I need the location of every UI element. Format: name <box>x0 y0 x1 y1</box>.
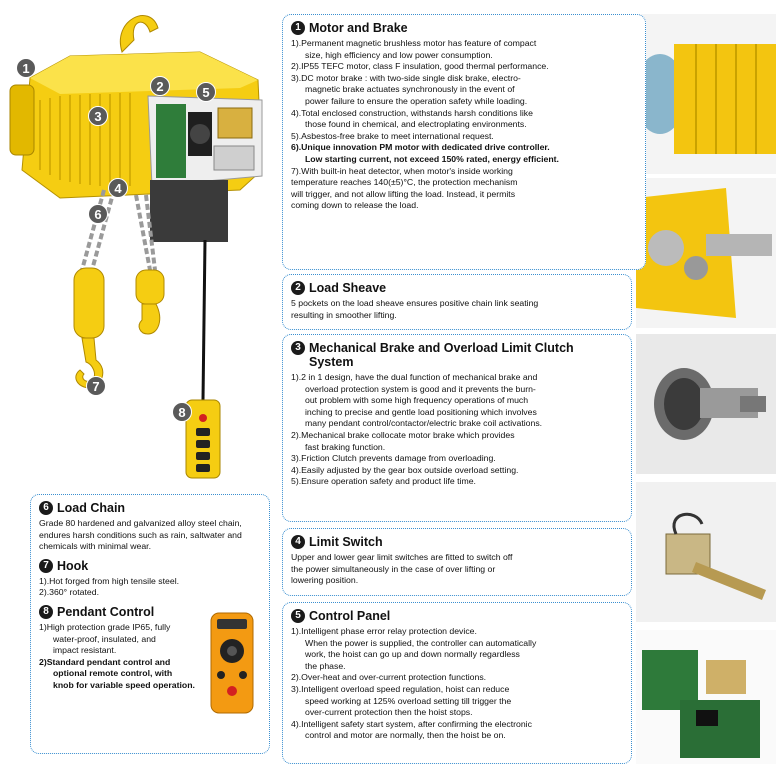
badge-7: 7 <box>39 559 53 573</box>
badge-1: 1 <box>291 21 305 35</box>
remote-control-photo <box>203 609 261 719</box>
motor-brake-title: 1 Motor and Brake <box>291 21 637 35</box>
hoist-drawing <box>0 0 280 490</box>
clutch-photo <box>636 334 776 474</box>
callout-5: 5 <box>196 82 216 102</box>
callout-8: 8 <box>172 402 192 422</box>
badge-6: 6 <box>39 501 53 515</box>
badge-3: 3 <box>291 341 305 355</box>
load-sheave-panel: 2 Load Sheave 5 pockets on the load sheave ensures positive chain link seating resulting in smoother lifting. <box>282 274 632 330</box>
limit-switch-photo <box>636 482 776 622</box>
limit-switch-title: 4 Limit Switch <box>291 535 623 549</box>
callout-3: 3 <box>88 106 108 126</box>
load-chain-title: 6 Load Chain <box>39 501 261 515</box>
limit-switch-panel: 4 Limit Switch Upper and lower gear limit switches are fitted to switch off the power simultaneously in the case of over lifting or lowering position. <box>282 528 632 596</box>
top-hook <box>120 16 158 52</box>
pendant-title: 8 Pendant Control <box>39 605 261 619</box>
motor-shaft-photo <box>636 178 776 328</box>
hook-block <box>74 268 104 338</box>
callout-1: 1 <box>16 58 36 78</box>
callout-7: 7 <box>86 376 106 396</box>
clutch-panel: 3 Mechanical Brake and Overload Limit Clutch System 1).2 in 1 design, have the dual function of mechanical brake and overload protection system is good and it prevents the burn- out problem with some high frequency operations of much inching to precise and gentle load positioning which involves many pendant control/contactor/electric brake coil activations. 2).Mechanical brake collocate motor brake which provides fast braking function. 3).Friction Clutch prevents damage from overloading. 4).Easily adjusted by the gear box outside overload setting. 5).Ensure operation safety and product life time. <box>282 334 632 522</box>
callout-4: 4 <box>108 178 128 198</box>
motor-cutaway-photo <box>636 14 776 174</box>
badge-2: 2 <box>291 281 305 295</box>
hoist-illustration <box>0 0 280 490</box>
load-sheave-title: 2 Load Sheave <box>291 281 623 295</box>
badge-8: 8 <box>39 605 53 619</box>
motor-brake-panel: 1 Motor and Brake 1).Permanent magnetic brushless motor has feature of compact size, high efficiency and low power consumption. 2).IP55 TEFC motor, class F insulation, good thermal performance. 3).DC motor brake : with two-side single disk brake, electro- magnetic brake actuates synchronously in the event of power failure to ensure the operation safety while loading. 4).Total enclosed construction, withstands harsh conditions like those found in chemical, and electroplating environments. 5).Asbestos-free brake to meet international request. 6).Unique innovation PM motor with dedicated drive controller. Low starting current, not exceed 150% rated, energy efficient. 7).With built-in heat detector, when motor's inside working temperature reaches 140(±5)°C, the protection mechanism will trigger, and not allow lifting the load. Instead, it permits coming down to release the load. <box>282 14 646 270</box>
hook-title: 7 Hook <box>39 559 261 573</box>
chain-hook-pendant-panel: 6 Load Chain Grade 80 hardened and galvanized alloy steel chain, endures harsh conditions such as rain, saltwater and chemicals with minimal wear. 7 Hook 1).Hot forged from high tensile steel. 2).360° rotated. 8 Pendant Control 1)High protection grade IP65, fully water-proof, insulated, and impact resistant. 2)Standard pendant control and optional remote control, with knob for variable speed operation. <box>30 494 270 754</box>
badge-5: 5 <box>291 609 305 623</box>
control-panel-photo <box>636 630 776 764</box>
clutch-title: 3 Mechanical Brake and Overload Limit Clutch System <box>291 341 623 369</box>
control-panel-title: 5 Control Panel <box>291 609 623 623</box>
callout-2: 2 <box>150 76 170 96</box>
control-panel-panel: 5 Control Panel 1).Intelligent phase error relay protection device. When the power is supplied, the controller can automatically work, the hoist can go up and down normally regardless the phase. 2).Over-heat and over-current protection functions. 3).Intelligent overload speed regulation, hoist can reduce speed working at 125% overload setting till trigger the over-current protection then the hoist stops. 4).Intelligent safety start system, after confirming the electronic control and motor are normally, then the hoist be on. <box>282 602 632 764</box>
badge-4: 4 <box>291 535 305 549</box>
callout-6: 6 <box>88 204 108 224</box>
